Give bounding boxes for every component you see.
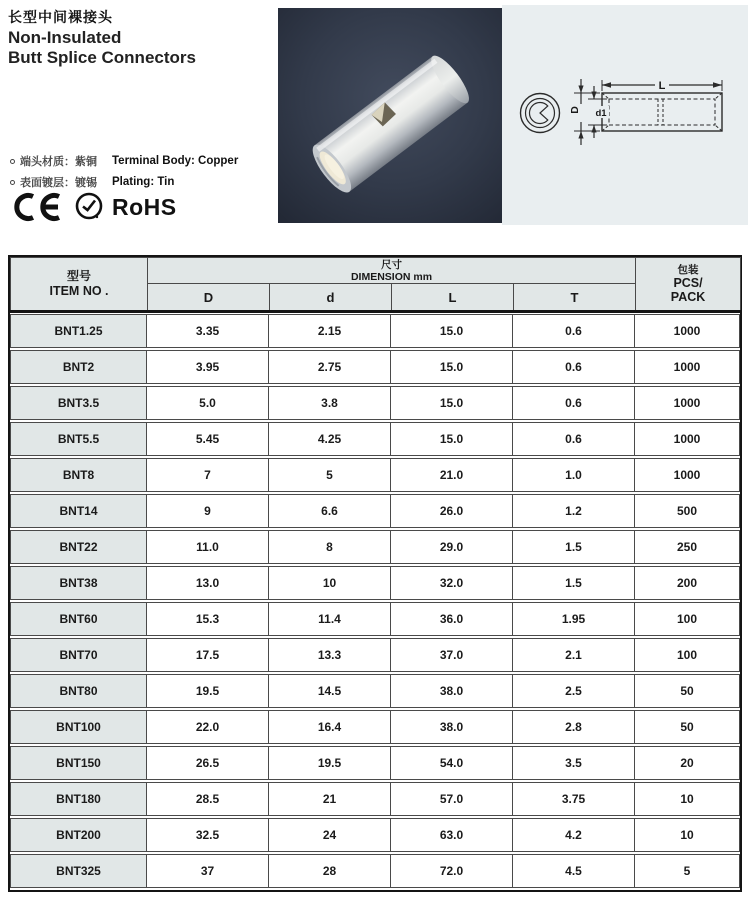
dim-D-cell: 11.0 [147,530,269,564]
rohs-label: RoHS [112,193,177,220]
dim-L-cell: 15.0 [391,386,513,420]
dim-d-cell: 10 [269,566,391,600]
dim-L-cell: 72.0 [391,854,513,888]
page-header-section [0,0,750,240]
col-header-item-no [11,258,148,312]
col-header-D: D [148,284,270,312]
item-no-cell: BNT150 [10,746,147,780]
dim-d-cell: 11.4 [269,602,391,636]
dim-D-cell: 22.0 [147,710,269,744]
item-no-cell: BNT80 [10,674,147,708]
item-no-cell: BNT38 [10,566,147,600]
pack-qty-cell: 200 [635,566,740,600]
butt-splice-connector-image [278,8,502,223]
specification-table [8,255,742,892]
page-title-en-line2: Butt Splice Connectors [8,48,196,67]
bullet-circle-icon [10,180,15,185]
dim-D-cell: 28.5 [147,782,269,816]
item-no-cell: BNT1.25 [10,314,147,348]
spec-plating [10,174,272,190]
table-row [10,422,740,456]
dim-D-cell: 3.95 [147,350,269,384]
material-specs [10,153,272,195]
spec-zh-label: 表面镀层：镀锡 [20,177,97,189]
table-row [10,854,740,888]
dim-L-cell: 21.0 [391,458,513,492]
item-no-cell: BNT200 [10,818,147,852]
pack-qty-cell: 1000 [635,386,740,420]
dimension-drawing [502,5,748,225]
bullet-circle-icon [10,159,15,164]
dim-d-cell: 8 [269,530,391,564]
pack-qty-cell: 10 [635,782,740,816]
dim-d-cell: 28 [269,854,391,888]
dim-d-cell: 14.5 [269,674,391,708]
dim-L-cell: 54.0 [391,746,513,780]
dim-T-cell: 1.2 [513,494,635,528]
table-row [10,674,740,708]
pack-qty-cell: 1000 [635,350,740,384]
col-header-dimension-group [148,258,636,284]
table-header [10,257,741,313]
page-title-zh: 长型中间裸接头 [8,9,113,25]
item-no-cell: BNT5.5 [10,422,147,456]
table-row [10,530,740,564]
item-no-cell: BNT70 [10,638,147,672]
pack-zh: 包装 [677,264,699,276]
dimension-en: DIMENSION mm [350,270,433,283]
col-header-L: L [392,284,514,312]
dim-T-cell: 0.6 [513,386,635,420]
dim-T-cell: 4.5 [513,854,635,888]
dim-D-cell: 13.0 [147,566,269,600]
dim-T-cell: 3.5 [513,746,635,780]
pack-qty-cell: 1000 [635,422,740,456]
dim-L-cell: 29.0 [391,530,513,564]
dim-d-cell: 4.25 [269,422,391,456]
item-no-cell: BNT8 [10,458,147,492]
pack-qty-cell: 10 [635,818,740,852]
table-row [10,602,740,636]
dim-d-cell: 6.6 [269,494,391,528]
dim-T-cell: 2.8 [513,710,635,744]
dim-T-cell: 1.5 [513,566,635,600]
dim-d-cell: 5 [269,458,391,492]
item-no-cell: BNT2 [10,350,147,384]
dim-L-cell: 57.0 [391,782,513,816]
dim-d-cell: 3.8 [269,386,391,420]
dim-L-cell: 15.0 [391,422,513,456]
dim-d-cell: 19.5 [269,746,391,780]
table-row [10,494,740,528]
spec-en-label: Terminal Body: Copper [112,155,239,167]
dim-D-cell: 5.0 [147,386,269,420]
dim-L-cell: 15.0 [391,350,513,384]
dim-L-cell: 26.0 [391,494,513,528]
item-no-cell: BNT60 [10,602,147,636]
dim-label-L: L [658,80,666,92]
dim-L-cell: 63.0 [391,818,513,852]
dim-D-cell: 17.5 [147,638,269,672]
pack-qty-cell: 1000 [635,458,740,492]
table-row [10,818,740,852]
dim-label-d1: d1 [595,108,607,119]
table-row [10,638,740,672]
spec-terminal-body [10,153,272,169]
dim-T-cell: 2.5 [513,674,635,708]
dim-D-cell: 26.5 [147,746,269,780]
table-row [10,350,740,384]
dim-D-cell: 9 [147,494,269,528]
item-no-cell: BNT3.5 [10,386,147,420]
pack-qty-cell: 1000 [635,314,740,348]
table-body [10,314,740,888]
pack-qty-cell: 50 [635,710,740,744]
dim-D-cell: 7 [147,458,269,492]
table-row [10,746,740,780]
dim-T-cell: 0.6 [513,314,635,348]
pack-qty-cell: 250 [635,530,740,564]
spec-en-label: Plating: Tin [112,176,175,188]
table-row [10,782,740,816]
dim-D-cell: 37 [147,854,269,888]
pack-qty-cell: 20 [635,746,740,780]
ce-mark-icon [8,192,64,222]
table-row [10,386,740,420]
dim-L-cell: 38.0 [391,710,513,744]
dim-L-cell: 38.0 [391,674,513,708]
dim-T-cell: 1.95 [513,602,635,636]
dim-d-cell: 2.15 [269,314,391,348]
dim-d-cell: 13.3 [269,638,391,672]
item-no-cell: BNT100 [10,710,147,744]
pack-qty-cell: 50 [635,674,740,708]
dim-L-cell: 37.0 [391,638,513,672]
product-photo [278,8,502,223]
dim-T-cell: 3.75 [513,782,635,816]
table-row [10,314,740,348]
item-no-en: ITEM NO . [49,284,109,298]
table-row [10,566,740,600]
dim-T-cell: 2.1 [513,638,635,672]
dimension-zh: 尺寸 [381,258,403,271]
dim-D-cell: 15.3 [147,602,269,636]
dim-L-cell: 32.0 [391,566,513,600]
item-no-cell: BNT22 [10,530,147,564]
dim-T-cell: 1.0 [513,458,635,492]
table-row [10,458,740,492]
pack-qty-cell: 500 [635,494,740,528]
pack-qty-cell: 5 [635,854,740,888]
col-header-d: d [270,284,392,312]
table-body-table [10,312,740,890]
dim-D-cell: 32.5 [147,818,269,852]
title-block [8,7,270,67]
pack-line1: PCS/ [673,276,703,290]
dim-D-cell: 5.45 [147,422,269,456]
dim-d-cell: 24 [269,818,391,852]
dim-label-D: D [569,106,581,114]
pack-qty-cell: 100 [635,638,740,672]
item-no-cell: BNT180 [10,782,147,816]
dim-T-cell: 0.6 [513,422,635,456]
quality-cert-badge-icon [74,192,104,222]
dim-D-cell: 19.5 [147,674,269,708]
col-header-pack [636,258,741,312]
item-no-cell: BNT325 [10,854,147,888]
dim-L-cell: 36.0 [391,602,513,636]
dimension-drawing-svg [502,5,748,225]
dim-d-cell: 16.4 [269,710,391,744]
dim-T-cell: 0.6 [513,350,635,384]
page-title-en-line1: Non-Insulated [8,28,122,47]
table-row [10,710,740,744]
certification-marks [8,192,177,222]
col-header-T: T [514,284,636,312]
pack-qty-cell: 100 [635,602,740,636]
spec-zh-label: 端头材质：紫铜 [20,156,97,168]
dim-d-cell: 2.75 [269,350,391,384]
item-no-cell: BNT14 [10,494,147,528]
pack-line2: PACK [670,290,706,304]
dim-L-cell: 15.0 [391,314,513,348]
dim-T-cell: 4.2 [513,818,635,852]
item-no-zh: 型号 [66,269,91,283]
dim-d-cell: 21 [269,782,391,816]
dim-T-cell: 1.5 [513,530,635,564]
dim-D-cell: 3.35 [147,314,269,348]
